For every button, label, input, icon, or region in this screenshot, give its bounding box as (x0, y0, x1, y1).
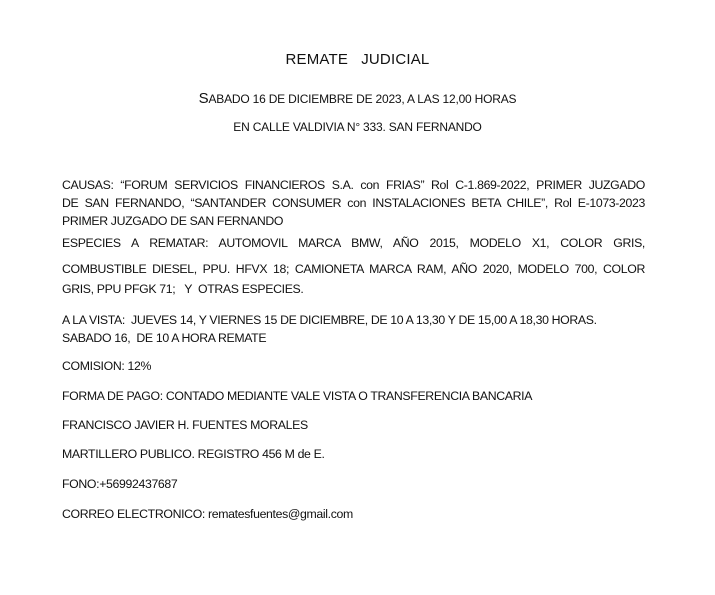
comision: COMISION: 12% (62, 359, 152, 373)
vista-line: SABADO 16, DE 10 A HORA REMATE (62, 331, 267, 345)
forma-pago: FORMA DE PAGO: CONTADO MEDIANTE VALE VISTA O TRANSFERENCIA BANCARIA (62, 389, 533, 403)
causas-line: PRIMER JUZGADO DE SAN FERNANDO (62, 214, 284, 228)
especies-line: COMBUSTIBLE DIESEL, PPU. HFVX 18; CAMIONETA MARCA RAM, AÑO 2020, MODELO 700, COLOR (62, 262, 645, 276)
especies-line: GRIS, PPU PFGK 71; Y OTRAS ESPECIES. (62, 282, 304, 296)
vista-line: A LA VISTA: JUEVES 14, Y VIERNES 15 DE DICIEMBRE, DE 10 A 13,30 Y DE 15,00 A 18,30 HORAS. (62, 313, 597, 327)
martillero-nombre: FRANCISCO JAVIER H. FUENTES MORALES (62, 418, 308, 432)
fono: FONO:+56992437687 (62, 477, 178, 491)
martillero-registro: MARTILLERO PUBLICO. REGISTRO 456 M de E. (62, 447, 325, 461)
causas-line: DE SAN FERNANDO, “SANTANDER CONSUMER con INSTALACIONES BETA CHILE”, Rol E-1073-2023 (62, 196, 645, 210)
especies-line: ESPECIES A REMATAR: AUTOMOVIL MARCA BMW, AÑO 2015, MODELO X1, COLOR GRIS, (62, 236, 645, 250)
causas-line: CAUSAS: “FORUM SERVICIOS FINANCIEROS S.A. con FRIAS” Rol C-1.869-2022, PRIMER JUZGADO (62, 178, 645, 192)
correo: CORREO ELECTRONICO: rematesfuentes@gmail.com (62, 507, 353, 521)
document-title: REMATE JUDICIAL (285, 51, 430, 68)
auction-address: EN CALLE VALDIVIA N° 333. SAN FERNANDO (233, 120, 482, 134)
auction-date: SABADO 16 DE DICIEMBRE DE 2023, A LAS 12,00 HORAS (198, 90, 517, 107)
